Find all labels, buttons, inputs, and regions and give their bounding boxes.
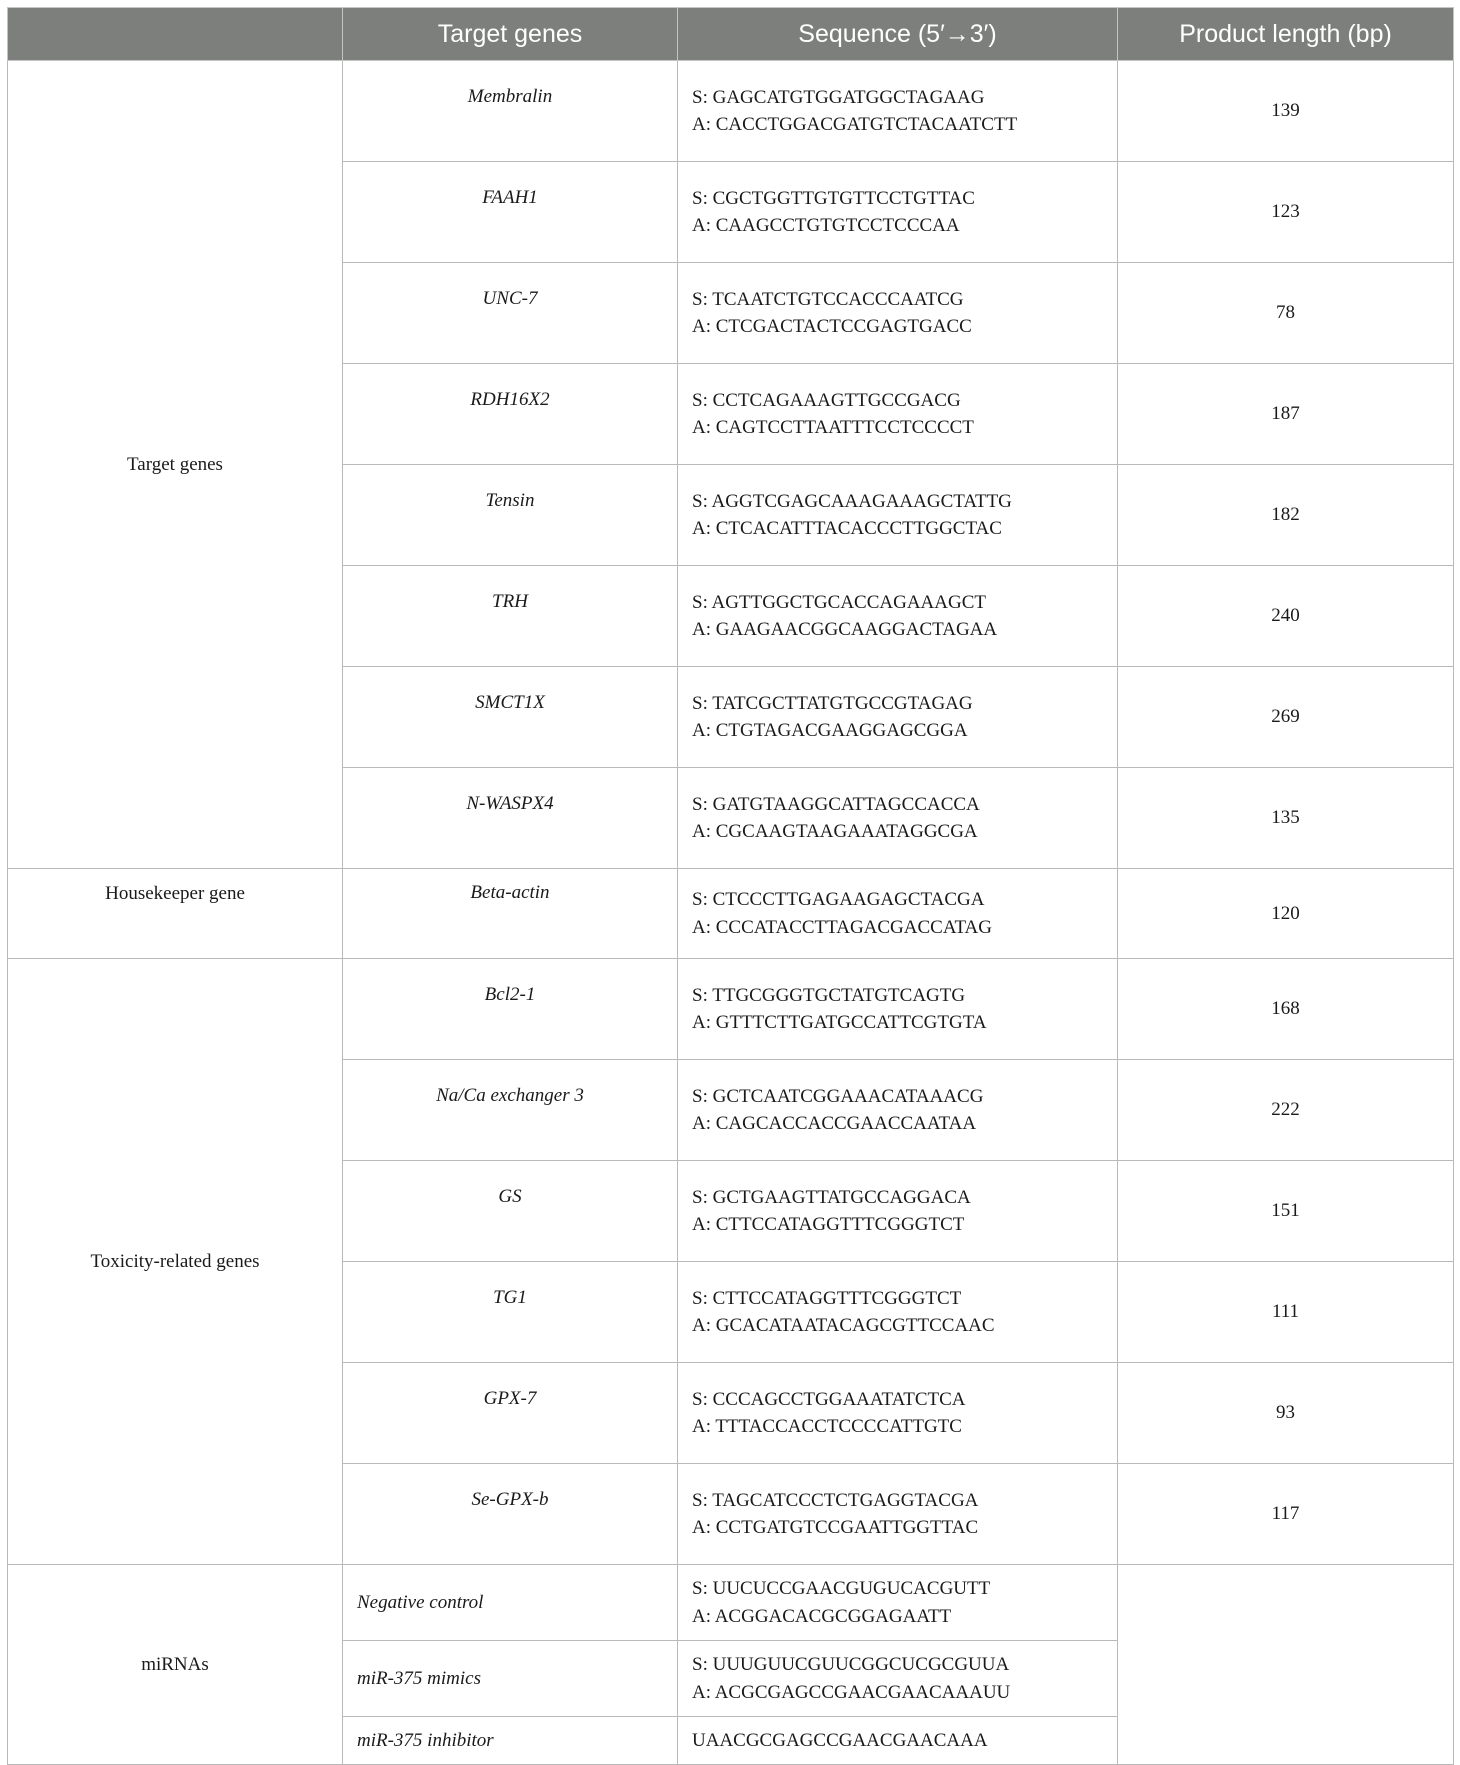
antisense-primer: A: CTCACATTTACACCCTTGGCTAC: [692, 518, 1002, 539]
sequence-cell: [678, 768, 1118, 869]
sequence-cell: [678, 566, 1118, 667]
gene-name: N-WASPX4: [343, 768, 678, 869]
antisense-primer: A: CAGTCCTTAATTTCCTCCCCT: [692, 417, 974, 438]
gene-name: FAAH1: [343, 162, 678, 263]
gene-name: UNC-7: [343, 263, 678, 364]
product-length: 240: [1118, 566, 1454, 667]
sequence-cell: [678, 1565, 1118, 1641]
antisense-primer: A: CCCATACCTTAGACGACCATAG: [692, 916, 992, 938]
sequence-cell: [678, 364, 1118, 465]
header-target-genes: Target genes: [343, 8, 678, 61]
sense-primer: S: TATCGCTTATGTGCCGTAGAG: [692, 692, 973, 714]
sense-primer: S: TAGCATCCCTCTGAGGTACGA: [692, 1489, 979, 1511]
gene-name: SMCT1X: [343, 667, 678, 768]
group-target-genes: Target genes: [8, 61, 343, 869]
header-row: [8, 8, 1454, 61]
table-row: [8, 959, 1454, 1060]
gene-name: GPX-7: [343, 1363, 678, 1464]
gene-name: Se-GPX-b: [343, 1464, 678, 1565]
gene-name: RDH16X2: [343, 364, 678, 465]
table-row: [8, 1565, 1454, 1641]
sequence-cell: [678, 162, 1118, 263]
antisense-primer: A: CAGCACCACCGAACCAATAA: [692, 1113, 977, 1134]
gene-name: miR-375 mimics: [343, 1641, 678, 1717]
gene-name: miR-375 inhibitor: [343, 1717, 678, 1765]
sense-primer: S: CCTCAGAAAGTTGCCGACG: [692, 389, 961, 411]
gene-name: Beta-actin: [343, 869, 678, 959]
antisense-primer: A: GTTTCTTGATGCCATTCGTGTA: [692, 1012, 987, 1033]
gene-name: TRH: [343, 566, 678, 667]
sequence-cell: [678, 1464, 1118, 1565]
antisense-primer: A: GCACATAATACAGCGTTCCAAC: [692, 1315, 995, 1336]
product-length: 222: [1118, 1060, 1454, 1161]
group-housekeeper-gene: Housekeeper gene: [8, 869, 343, 959]
antisense-primer: A: CTTCCATAGGTTTCGGGTCT: [692, 1214, 965, 1235]
gene-name: TG1: [343, 1262, 678, 1363]
antisense-primer: A: ACGCGAGCCGAACGAACAAAUU: [692, 1681, 1011, 1703]
group-mirnas: miRNAs: [8, 1565, 343, 1765]
antisense-primer: A: CCTGATGTCCGAATTGGTTAC: [692, 1517, 979, 1538]
antisense-primer: A: CACCTGGACGATGTCTACAATCTT: [692, 114, 1018, 135]
product-length: 182: [1118, 465, 1454, 566]
product-length: 168: [1118, 959, 1454, 1060]
sense-primer: S: CCCAGCCTGGAAATATCTCA: [692, 1388, 966, 1410]
product-length: 135: [1118, 768, 1454, 869]
sense-primer: S: GATGTAAGGCATTAGCCACCA: [692, 793, 980, 815]
sequence-cell: [678, 1363, 1118, 1464]
primer-table: [7, 7, 1454, 1765]
header-product-length: Product length (bp): [1118, 8, 1454, 61]
sequence-line: UAACGCGAGCCGAACGAACAAA: [692, 1729, 988, 1751]
header-group: [8, 8, 343, 61]
sequence-cell: [678, 263, 1118, 364]
gene-name: Negative control: [343, 1565, 678, 1641]
table-row: [8, 869, 1454, 959]
sense-primer: S: CGCTGGTTGTGTTCCTGTTAC: [692, 187, 975, 209]
sequence-cell: [678, 667, 1118, 768]
product-length: 111: [1118, 1262, 1454, 1363]
table-row: [8, 61, 1454, 162]
product-length: 187: [1118, 364, 1454, 465]
sense-primer: S: AGTTGGCTGCACCAGAAAGCT: [692, 591, 986, 613]
sense-primer: S: TCAATCTGTCCACCCAATCG: [692, 288, 964, 310]
sequence-cell: [678, 1641, 1118, 1717]
product-length: 93: [1118, 1363, 1454, 1464]
sequence-cell: [678, 1161, 1118, 1262]
sense-primer: S: CTCCCTTGAGAAGAGCTACGA: [692, 889, 985, 910]
sense-primer: S: AGGTCGAGCAAAGAAAGCTATTG: [692, 490, 1012, 512]
product-length: 151: [1118, 1161, 1454, 1262]
product-length: 269: [1118, 667, 1454, 768]
product-length: 78: [1118, 263, 1454, 364]
antisense-primer: A: CGCAAGTAAGAAATAGGCGA: [692, 821, 978, 842]
product-length: 139: [1118, 61, 1454, 162]
gene-name: Membralin: [343, 61, 678, 162]
group-toxicity-related-genes: Toxicity-related genes: [8, 959, 343, 1565]
sequence-cell: [678, 869, 1118, 959]
sense-primer: S: GAGCATGTGGATGGCTAGAAG: [692, 86, 985, 108]
sense-primer: S: UUCUCCGAACGUGUCACGUTT: [692, 1578, 991, 1599]
sequence-cell: [678, 61, 1118, 162]
antisense-primer: A: CTGTAGACGAAGGAGCGGA: [692, 720, 968, 741]
sense-primer: S: CTTCCATAGGTTTCGGGTCT: [692, 1287, 962, 1309]
gene-name: GS: [343, 1161, 678, 1262]
sense-primer: S: TTGCGGGTGCTATGTCAGTG: [692, 984, 966, 1006]
product-length: 117: [1118, 1464, 1454, 1565]
header-sequence: Sequence (5′→3′): [678, 8, 1118, 61]
antisense-primer: A: ACGGACACGCGGAGAATT: [692, 1605, 952, 1627]
antisense-primer: A: GAAGAACGGCAAGGACTAGAA: [692, 619, 998, 640]
antisense-primer: A: CTCGACTACTCCGAGTGACC: [692, 316, 972, 337]
antisense-primer: A: TTTACCACCTCCCCATTGTC: [692, 1416, 962, 1437]
sense-primer: S: GCTCAATCGGAAACATAAACG: [692, 1085, 984, 1107]
sequence-cell: [678, 465, 1118, 566]
sequence-cell: [678, 1262, 1118, 1363]
product-length: 123: [1118, 162, 1454, 263]
sequence-cell: [678, 959, 1118, 1060]
sequence-cell: [678, 1060, 1118, 1161]
sequence-cell: [678, 1717, 1118, 1765]
gene-name: Bcl2-1: [343, 959, 678, 1060]
product-length-empty: [1118, 1565, 1454, 1765]
sense-primer: S: UUUGUUCGUUCGGCUCGCGUUA: [692, 1654, 1010, 1675]
product-length: 120: [1118, 869, 1454, 959]
antisense-primer: A: CAAGCCTGTGTCCTCCCAA: [692, 215, 960, 236]
sense-primer: S: GCTGAAGTTATGCCAGGACA: [692, 1186, 971, 1208]
gene-name: Na/Ca exchanger 3: [343, 1060, 678, 1161]
gene-name: Tensin: [343, 465, 678, 566]
